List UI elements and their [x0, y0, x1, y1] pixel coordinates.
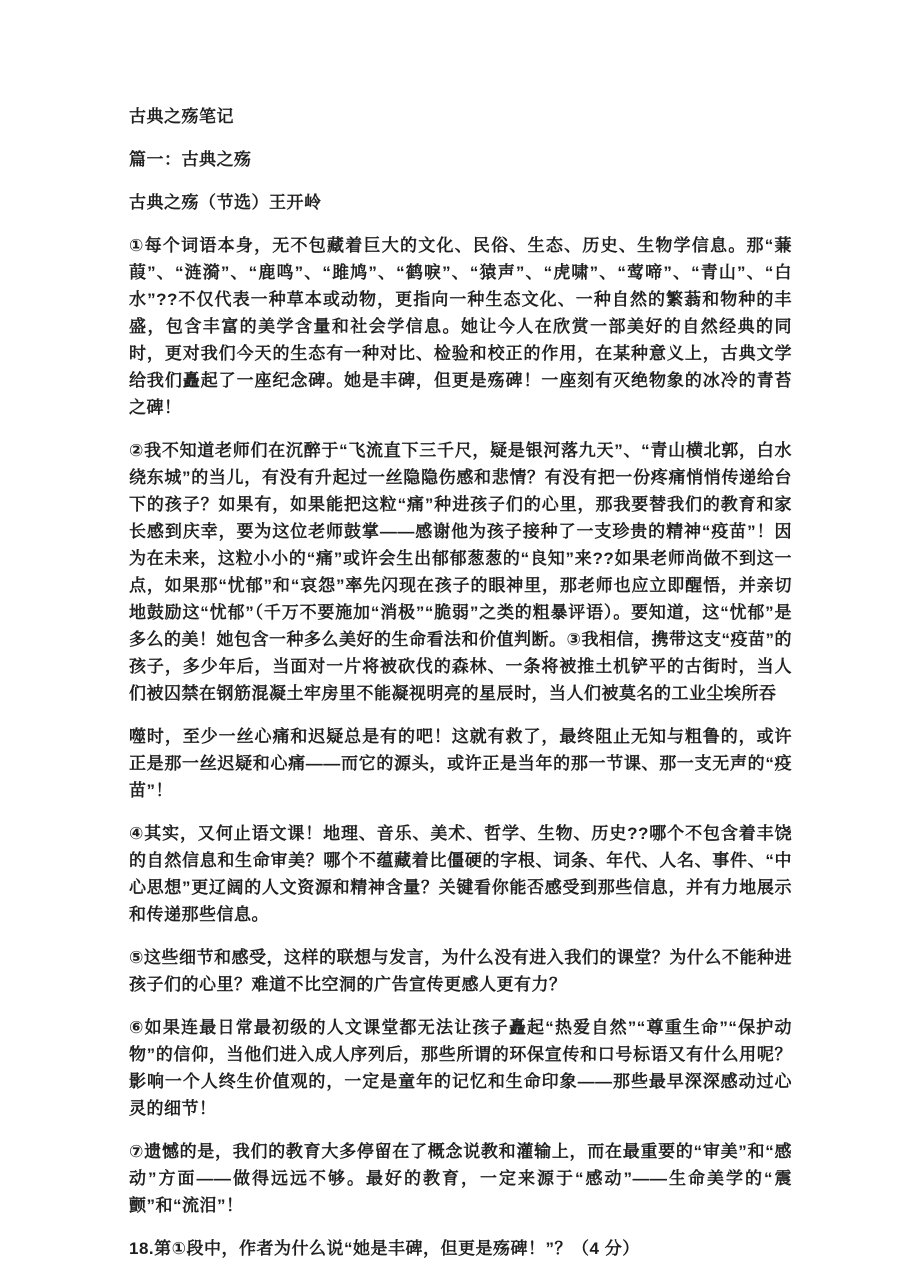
- section-heading: 篇一：古典之殇: [129, 150, 252, 169]
- paragraph-1: ①每个词语本身，无不包藏着巨大的文化、民俗、生态、历史、生物学信息。那“蒹葭”、“涟漪”、“鹿鸣”、“雎鸠”、“鹤唳”、“猿声”、“虎啸”、“莺啼”、“青山”、“白水”??不仅代表一种草本或动物，更指向一种生态文化、一种自然的繁蓊和物种的丰盛，包含丰富的美学含量和社会学信息。她让今人在欣赏一部美好的自然经典的同时，更对我们今天的生态有一种对比、检验和校正的作用，在某种意义上，古典文学给我们矗起了一座纪念碑。她是丰碑，但更是殇碑！一座刻有灭绝物象的冰冷的青苔之碑！: [129, 236, 792, 417]
- byline: 古典之殇（节选）王开岭: [129, 193, 322, 212]
- paragraph-3: 噬时，至少一丝心痛和迟疑总是有的吧！这就有救了，最终阻止无知与粗鲁的，或许正是那一丝迟疑和心痛——而它的源头，或许正是当年的那一节课、那一支无声的“疫苗”！: [129, 727, 792, 800]
- paragraph-5: ⑤这些细节和感受，这样的联想与发言，为什么没有进入我们的课堂？为什么不能种进孩子们的心里？难道不比空洞的广告宣传更感人更有力？: [129, 948, 792, 994]
- paragraph-7: ⑦遗憾的是，我们的教育大多停留在了概念说教和灌输上，而在最重要的“审美”和“感动”方面——做得远远不够。最好的教育，一定来源于“感动”——生命美学的“震颤”和“流泪”！: [129, 1142, 792, 1215]
- paragraph-4: ④其实，又何止语文课！地理、音乐、美术、哲学、生物、历史??哪个不包含着丰饶的自然信息和生命审美？哪个不蕴藏着比僵硬的字根、词条、年代、人名、事件、“中心思想”更辽阔的人文资源和精神含量？关键看你能否感受到那些信息，并有力地展示和传递那些信息。: [129, 824, 792, 924]
- exam-question-18: 18.第①段中，作者为什么说“她是丰碑，但更是殇碑！”？（4 分）: [129, 1239, 640, 1258]
- paragraph-6: ⑥如果连最日常最初级的人文课堂都无法让孩子矗起“热爱自然”“尊重生命”“保护动物”的信仰，当他们进入成人序列后，那些所谓的环保宣传和口号标语又有什么用呢？影响一个人终生价值观的，一定是童年的记忆和生命印象——那些最早深深感动过心灵的细节！: [129, 1018, 792, 1118]
- doc-title: 古典之殇笔记: [129, 107, 234, 126]
- paragraph-2: ②我不知道老师们在沉醉于“飞流直下三千尺，疑是银河落九天”、“青山横北郭，白水绕东城”的当儿，有没有升起过一丝隐隐伤感和悲情？有没有把一份疼痛悄悄传递给台下的孩子？如果有，如果能把这粒“痛”种进孩子们的心里，那我要替我们的教育和家长感到庆幸，要为这位老师鼓掌——感谢他为孩子接种了一支珍贵的精神“疫苗”！因为在未来，这粒小小的“痛”或许会生出郁郁葱葱的“良知”来??如果老师尚做不到这一点，如果那“忧郁”和“哀怨”率先闪现在孩子的眼神里，那老师也应立即醒悟，并亲切地鼓励这“忧郁”（千万不要施加“消极”“脆弱”之类的粗暴评语）。要知道，这“忧郁”是多么的美！她包含一种多么美好的生命看法和价值判断。③我相信，携带这支“疫苗”的孩子，多少年后，当面对一片将被砍伐的森林、一条将被推土机铲平的古街时，当人们被囚禁在钢筋混凝土牢房里不能凝视明亮的星辰时，当人们被莫名的工业尘埃所吞: [129, 441, 792, 703]
